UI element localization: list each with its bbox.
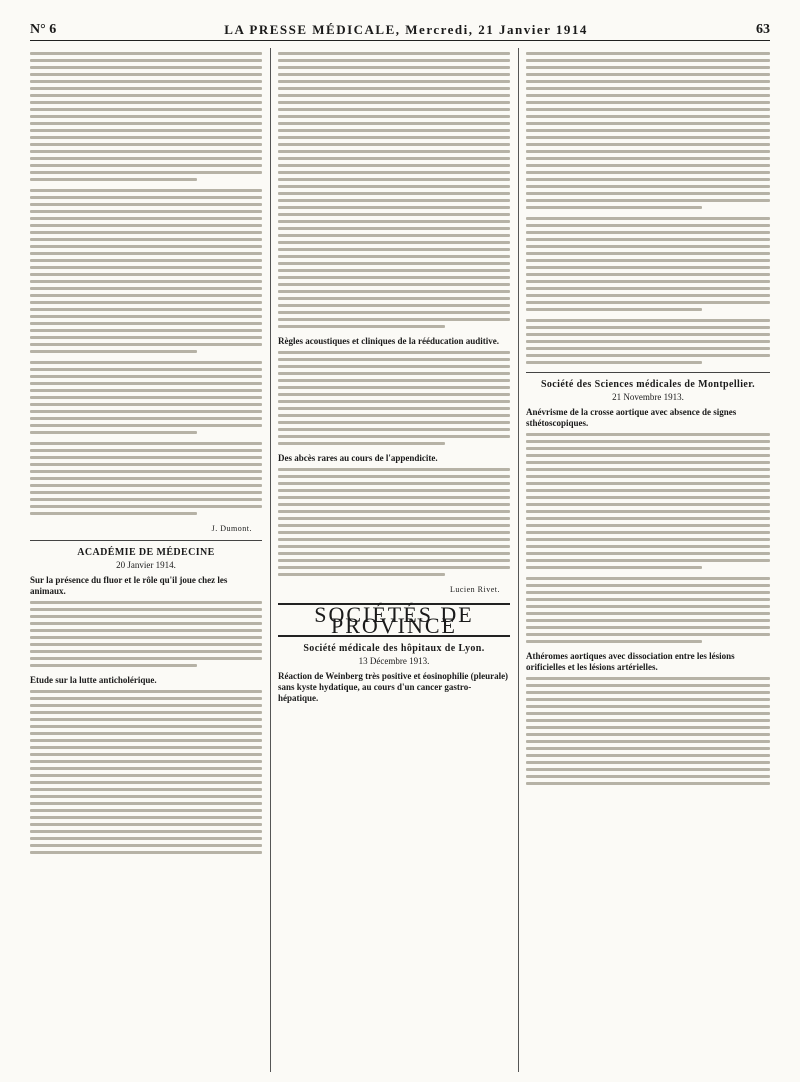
section-date: 20 Janvier 1914. [116, 560, 176, 570]
section-banner: SOCIÉTÉS DE PROVINCE [278, 603, 510, 637]
signature: J. Dumont. [211, 524, 252, 533]
paragraph-heading: Règles acoustiques et cliniques de la rééducation auditive. [278, 336, 499, 346]
page-header [30, 18, 770, 41]
issue-number: N° 6 [30, 21, 57, 37]
text-block [526, 677, 770, 785]
publication-title: LA PRESSE MÉDICALE, Mercredi, 21 Janvier 1914 [224, 21, 588, 37]
column-left [30, 48, 262, 1072]
column-rule [518, 48, 519, 1072]
paragraph-heading: Anévrisme de la crosse aortique avec absence de signes sthétoscopiques. [526, 407, 737, 428]
text-block [526, 319, 770, 364]
text-block [526, 577, 770, 643]
text-block [30, 189, 262, 353]
text-block [30, 442, 262, 515]
column-rule [270, 48, 271, 1072]
text-block [278, 468, 510, 576]
text-block [30, 690, 262, 854]
section-title: Société des Sciences médicales de Montpellier. [540, 379, 756, 390]
paragraph-heading: Réaction de Weinberg très positive et éosinophilie (pleurale) sans kyste hydatique, au cours d'un cancer gastro-hépatique. [278, 671, 509, 703]
paragraph-heading: Athéromes aortiques avec dissociation entre les lésions orificielles et les lésions artérielles. [526, 651, 735, 672]
section-title: ACADÉMIE DE MÉDECINE [77, 547, 215, 558]
text-block [278, 351, 510, 445]
section-title: Société médicale des hôpitaux de Lyon. [303, 643, 485, 654]
text-block [526, 217, 770, 311]
text-block [30, 601, 262, 667]
paragraph-heading: Etude sur la lutte anticholérique. [30, 675, 157, 685]
section-divider [30, 540, 262, 541]
text-block [278, 52, 510, 328]
column-right [526, 48, 770, 1072]
text-block [30, 361, 262, 434]
text-block [30, 52, 262, 181]
text-block [526, 52, 770, 209]
section-date: 13 Décembre 1913. [358, 656, 430, 666]
paragraph-heading: Des abcès rares au cours de l'appendicite. [278, 453, 438, 463]
page-number: 63 [756, 21, 770, 37]
section-divider [526, 372, 770, 373]
signature: Lucien Rivet. [449, 585, 500, 594]
paragraph-heading: Sur la présence du fluor et le rôle qu'il joue chez les animaux. [30, 575, 228, 596]
text-block [526, 433, 770, 569]
section-date: 21 Novembre 1913. [612, 392, 684, 402]
column-middle [278, 48, 510, 1072]
